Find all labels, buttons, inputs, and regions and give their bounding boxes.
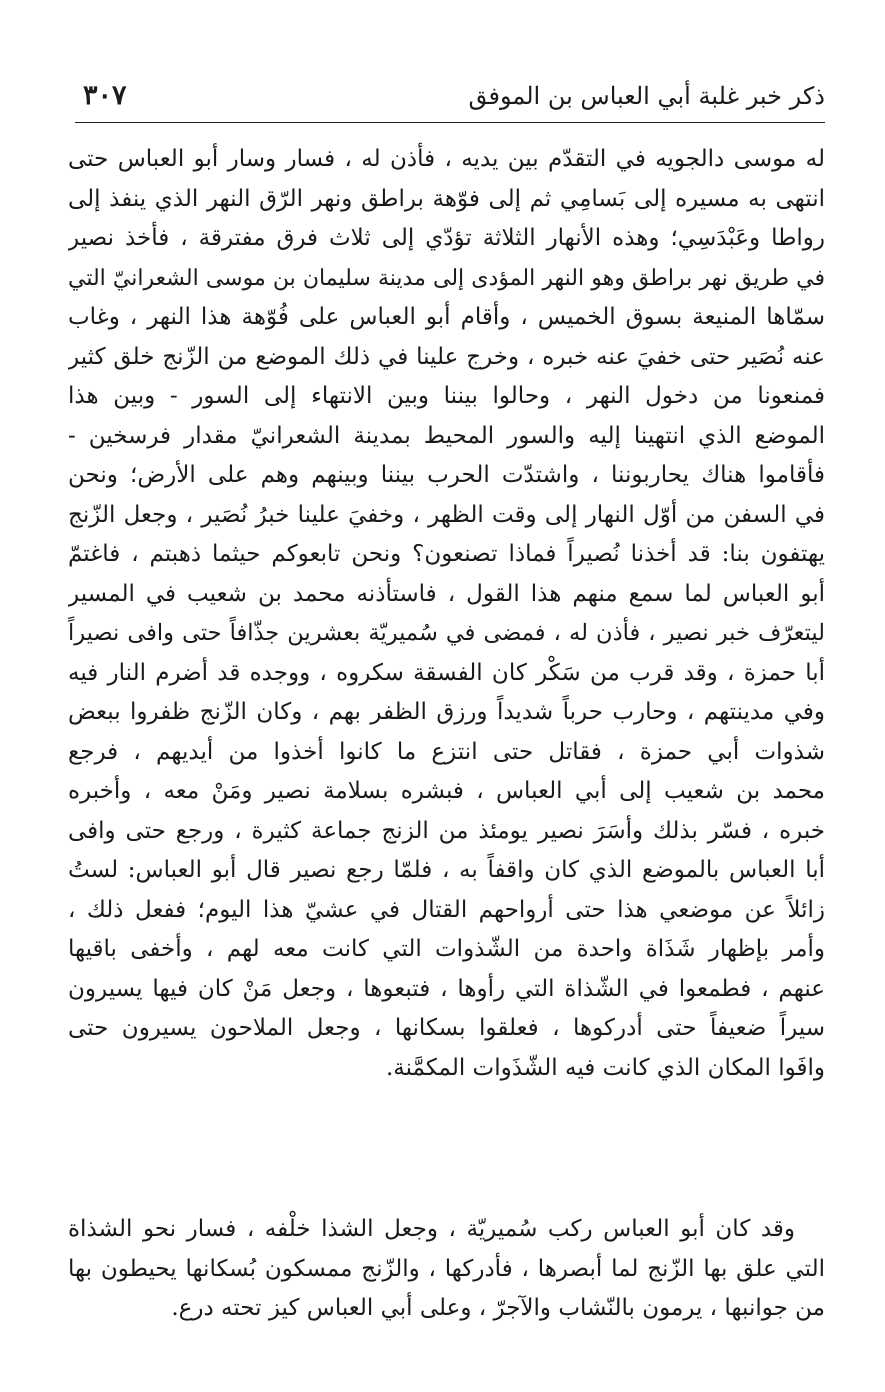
paragraph-2 xyxy=(68,1210,825,1329)
text-line: فمنعونا من دخول النهر ، وحالوا بيننا وبين الانتهاء إلى السور - وبين هذا xyxy=(68,383,825,409)
text-line: من جوانبها ، يرمون بالنّشاب والآجرّ ، وعلى أبي العباس كيز تحته درع. xyxy=(171,1295,825,1321)
running-header xyxy=(75,78,825,123)
text-line: الموضع الذي انتهينا إليه والسور المحيط بمدينة الشعرانيّ مقدار فرسخين - xyxy=(68,422,825,449)
text-line: وأمر بإظهار شَذَاة واحدة من الشّذوات التي كانت معه لهم ، وأخفى باقيها xyxy=(68,936,825,962)
text-line: زائلاً عن موضعي هذا حتى أرواحهم القتال في عشيّ هذا اليوم؛ ففعل ذلك ، xyxy=(68,896,825,923)
page-number: ٣٠٧ xyxy=(83,80,127,111)
text-line: في طريق نهر براطق وهو النهر المؤدى إلى مدينة سليمان بن موسى الشعرانيّ التي xyxy=(68,265,825,291)
text-line: انتهى به مسيره إلى بَسامِي ثم إلى فوّهة براطق ونهر الرّق النهر الذي ينفذ إلى xyxy=(68,185,825,212)
text-line: أبو العباس لما سمع منهم هذا القول ، فاستأذنه محمد بن شعيب في المسير xyxy=(68,580,825,607)
text-line: فأقاموا هناك يحاربوننا ، واشتدّت الحرب بيننا وبينهم وهم على الأرض؛ ونحن xyxy=(68,462,825,488)
text-line: محمد بن شعيب إلى أبي العباس ، فبشره بسلامة نصير ومَنْ معه ، وأخبره xyxy=(68,778,825,804)
text-line: يهتفون بنا: قد أخذنا نُصيراً فماذا تصنعون؟ ونحن تابعوكم حيثما ذهبتم ، فاغتمّ xyxy=(68,541,825,567)
text-line: عنه نُصَير حتى خفيَ عنه خبره ، وخرج علينا في ذلك الموضع من الزّنج خلق كثير xyxy=(68,343,825,370)
text-line: وفي مدينتهم ، وحارب حرباً شديداً ورزق الظفر بهم ، وكان الزّنج ظفروا ببعض xyxy=(68,699,825,725)
paragraph-1 xyxy=(68,140,825,1088)
text-line: التي علق بها الزّنج لما أبصرها ، فأدركها ، والزّنج ممسكون بُسكانها يحيطون بها xyxy=(68,1255,825,1282)
text-line: له موسى دالجويه في التقدّم بين يديه ، فأذن له ، فسار وسار أبو العباس حتى xyxy=(68,146,825,172)
text-line: وقد كان أبو العباس ركب سُميريّة ، وجعل الشذا خلْفه ، فسار نحو الشذاة xyxy=(68,1216,795,1242)
text-line: سيراً ضعيفاً حتى أدركوها ، فعلقوا بسكانها ، وجعل الملاحون يسيرون حتى xyxy=(68,1015,825,1041)
text-line: سمّاها المنيعة بسوق الخميس ، وأقام أبو العباس على فُوّهة هذا النهر ، وغاب xyxy=(68,304,825,330)
text-line: أبا العباس بالموضع الذي كان واقفاً به ، فلمّا رجع نصير قال أبو العباس: لستُ xyxy=(68,857,825,883)
text-line: شذوات أبي حمزة ، فقاتل حتى انتزع ما كانوا أخذوا من أيديهم ، فرجع xyxy=(68,738,825,765)
text-line: في السفن من أوّل النهار إلى وقت الظهر ، وخفيَ علينا خبرُ نُصَير ، وجعل الزّنج xyxy=(68,501,825,528)
text-line: رواطا وعَبْدَسِي؛ وهذه الأنهار الثلاثة تؤدّي إلى ثلاث فرق مفترقة ، فأخذ نصير xyxy=(68,225,825,251)
text-line: وافَوا المكان الذي كانت فيه الشّذَوات المكمَّنة. xyxy=(385,1054,825,1081)
text-line: أبا حمزة ، وقد قرب من سَكْر كان الفسقة سكروه ، ووجده قد أضرم النار فيه xyxy=(68,659,825,686)
chapter-title: ذكر خبر غلبة أبي العباس بن الموفق xyxy=(468,82,825,110)
text-line: عنهم ، فطمعوا في الشّذاة التي رأوها ، فتبعوها ، وجعل مَنْ كان فيها يسيرون xyxy=(68,975,825,1002)
text-line: خبره ، فسّر بذلك وأسَرَ نصير يومئذ من الزنج جماعة كثيرة ، ورجع حتى وافى xyxy=(68,817,825,844)
text-line: ليتعرّف خبر نصير ، فأذن له ، فمضى في سُميريّة بعشرين جذّافاً حتى وافى نصيراً xyxy=(68,620,825,646)
